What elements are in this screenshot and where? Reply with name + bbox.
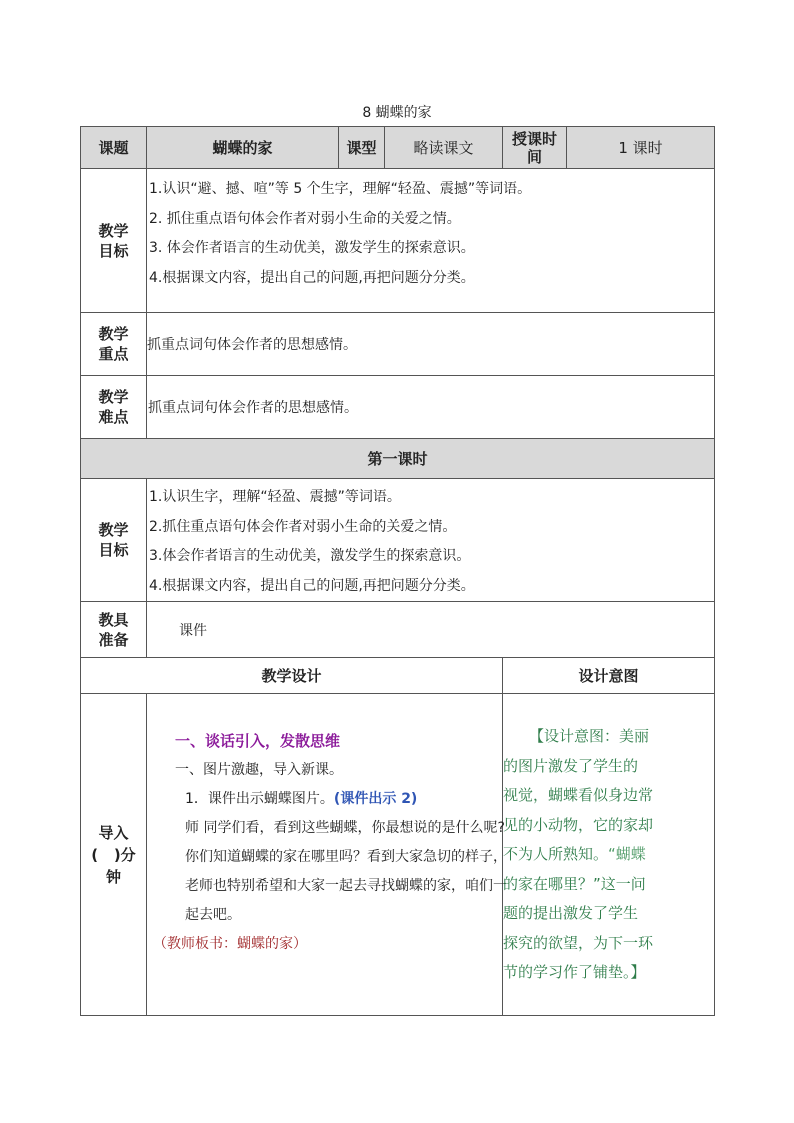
stage-minutes: ( )分 bbox=[91, 845, 136, 864]
step-2-text: 1．课件出示蝴蝶图片。 bbox=[185, 791, 334, 807]
courseware-hint: (课件出示 2) bbox=[333, 791, 418, 807]
stage-cell bbox=[81, 694, 147, 1016]
intent-line: 的图片激发了学生的 bbox=[503, 756, 639, 775]
intent-line: 探究的欲望，为下一环 bbox=[503, 933, 654, 952]
design-header-row bbox=[81, 658, 715, 694]
tools-row bbox=[81, 602, 715, 658]
intent-line: 视觉，蝴蝶看似身边常 bbox=[503, 786, 654, 804]
design-content bbox=[147, 694, 507, 1016]
intent-content bbox=[503, 694, 715, 1016]
key-label: 教学重点 bbox=[81, 313, 147, 376]
lesson1-goal-item: 4.根据课文内容，提出自己的问题,再把问题分分类。 bbox=[149, 577, 475, 594]
lesson-plan-table bbox=[80, 126, 715, 1016]
header-row bbox=[81, 127, 715, 169]
lesson1-goal-item: 2.抓住重点语句体会作者对弱小生命的关爱之情。 bbox=[149, 518, 457, 535]
lesson1-goal-item: 1.认识生字，理解“轻盈、震撼”等词语。 bbox=[149, 489, 401, 505]
lesson1-title: 第一课时 bbox=[81, 439, 715, 479]
key-text: 抓重点词句体会作者的思想感情。 bbox=[147, 313, 715, 376]
design-column-header: 教学设计 bbox=[81, 658, 503, 694]
intro-row bbox=[81, 694, 715, 1016]
type-label: 课型 bbox=[339, 127, 385, 169]
narration-line: 师 同学们看，看到这些蝴蝶，你最想说的是什么呢? bbox=[185, 820, 505, 836]
stage-label: 导入 bbox=[98, 823, 129, 842]
intent-line: 节的学习作了铺垫。】 bbox=[503, 963, 646, 981]
topic-label: 课题 bbox=[81, 127, 147, 169]
goal-item: 4.根据课文内容，提出自己的问题,再把问题分分类。 bbox=[149, 269, 475, 286]
intent-column-header: 设计意图 bbox=[503, 658, 715, 694]
lesson1-goals-row bbox=[81, 479, 715, 602]
goal-item: 2. 抓住重点语句体会作者对弱小生命的关爱之情。 bbox=[149, 210, 461, 227]
intent-quote: “蝴蝶 bbox=[608, 845, 646, 863]
difficulty-row bbox=[81, 376, 715, 439]
difficulty-label: 教学难点 bbox=[81, 376, 147, 439]
time-label: 授课时间 bbox=[503, 127, 567, 169]
goals-label: 教学目标 bbox=[81, 169, 147, 313]
section-title: 一、谈话引入，发散思维 bbox=[175, 732, 341, 750]
intent-line-with-quote bbox=[503, 840, 714, 870]
step-2 bbox=[185, 785, 498, 814]
step-1: 一、图片激趣，导入新课。 bbox=[175, 762, 343, 778]
topic-value: 蝴蝶的家 bbox=[147, 127, 339, 169]
type-value: 略读课文 bbox=[385, 127, 503, 169]
goal-item: 3. 体会作者语言的生动优美，激发学生的探索意识。 bbox=[149, 240, 475, 256]
lesson1-title-row bbox=[81, 439, 715, 479]
stage-unit: 钟 bbox=[105, 867, 121, 886]
goals-cell bbox=[147, 169, 715, 313]
intent-line: 见的小动物，它的家却 bbox=[503, 815, 654, 834]
narration-line: 老师也特别希望和大家一起去寻找蝴蝶的家，咱们一 bbox=[185, 878, 507, 894]
intent-line: 【设计意图：美丽 bbox=[529, 727, 650, 745]
tools-value: 课件 bbox=[147, 602, 715, 658]
narration-line: 你们知道蝴蝶的家在哪里吗？看到大家急切的样子， bbox=[185, 849, 507, 865]
lesson1-goal-item: 3.体会作者语言的生动优美，激发学生的探索意识。 bbox=[149, 548, 471, 564]
key-row bbox=[81, 313, 715, 376]
lesson1-goals-list bbox=[147, 479, 714, 601]
time-value: 1 课时 bbox=[567, 127, 715, 169]
lesson1-goals-label: 教学目标 bbox=[81, 479, 147, 602]
intent-line: 不为人所熟知。 bbox=[503, 845, 609, 863]
intent-line: 题的提出激发了学生 bbox=[503, 904, 639, 922]
lesson1-goals-cell bbox=[147, 479, 715, 602]
difficulty-text: 抓重点词句体会作者的思想感情。 bbox=[147, 376, 715, 439]
goals-row bbox=[81, 169, 715, 313]
narration-line: 起去吧。 bbox=[185, 907, 241, 923]
goal-item: 1.认识“避、撼、喧”等 5 个生字，理解“轻盈、震撼”等词语。 bbox=[149, 181, 532, 197]
goals-list bbox=[147, 169, 714, 293]
intent-line: 的家在哪里？”这一问 bbox=[503, 874, 646, 893]
board-note: （教师板书：蝴蝶的家） bbox=[153, 936, 307, 952]
document-title: 8 蝴蝶的家 bbox=[362, 105, 432, 121]
tools-label: 教具准备 bbox=[81, 602, 147, 658]
